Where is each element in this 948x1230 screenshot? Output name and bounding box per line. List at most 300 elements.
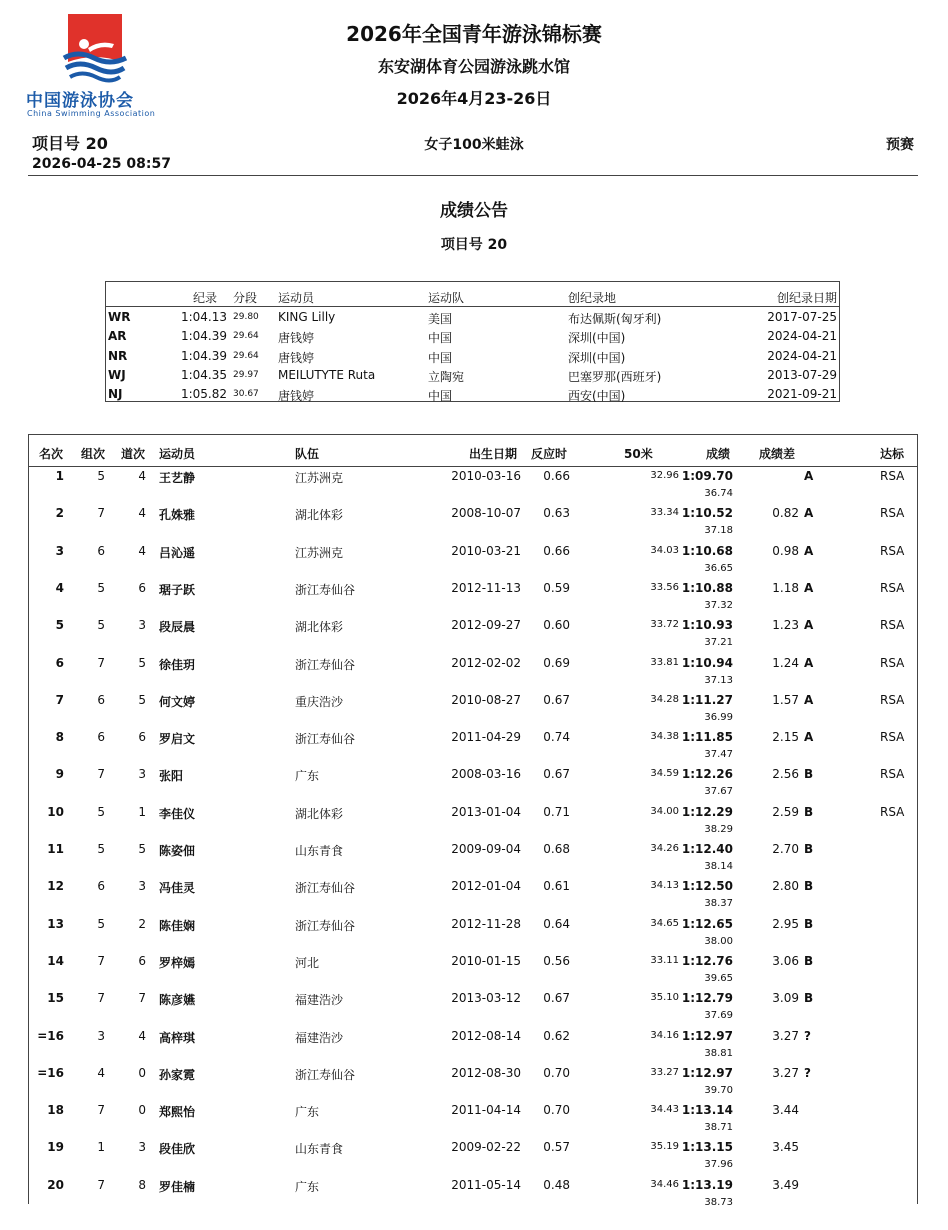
result-time: 1:12.97 [681, 1028, 733, 1043]
record-code: AR [108, 329, 127, 344]
result-split-second: 37.69 [704, 1010, 733, 1022]
result-lane: 5 [138, 842, 146, 856]
result-standard: RSA [880, 618, 905, 633]
result-rank: =16 [37, 1028, 64, 1043]
result-team: 浙江寿仙谷 [295, 732, 356, 747]
result-dob: 2008-03-16 [451, 767, 521, 782]
result-time: 1:12.79 [681, 991, 733, 1006]
result-rank: 18 [47, 1103, 64, 1118]
result-team: 山东青食 [295, 1142, 344, 1157]
result-reaction: 0.57 [543, 1140, 570, 1155]
records-header-date: 创纪录日期 [776, 291, 837, 305]
record-team: 立陶宛 [428, 369, 465, 384]
record-athlete: KING Lilly [278, 310, 336, 324]
result-heat: 6 [97, 692, 105, 707]
result-rank: 1 [55, 469, 64, 483]
result-grade: B [804, 767, 814, 782]
result-reaction: 0.59 [543, 580, 570, 595]
result-heat: 7 [97, 767, 105, 782]
round-label: 预赛 [886, 137, 914, 153]
result-dob: 2012-11-13 [451, 580, 521, 595]
result-split-50: 34.38 [650, 731, 679, 743]
result-reaction: 0.63 [543, 506, 570, 521]
result-athlete: 冯佳灵 [159, 881, 196, 896]
event-number: 项目号 20 [32, 134, 108, 153]
record-date: 2021-09-21 [767, 387, 837, 402]
result-time: 1:12.76 [681, 953, 733, 968]
result-standard: RSA [880, 506, 905, 521]
result-lane: 2 [138, 916, 146, 931]
result-standard: RSA [880, 730, 905, 745]
results-header-team: 队伍 [295, 447, 320, 461]
result-heat: 4 [97, 1065, 105, 1080]
records-header-athlete: 运动员 [278, 291, 315, 305]
result-split-second: 38.37 [704, 898, 733, 910]
result-grade: A [804, 730, 814, 745]
result-standard: RSA [880, 692, 905, 707]
result-lane: 5 [138, 692, 146, 707]
result-heat: 7 [97, 506, 105, 521]
result-reaction: 0.67 [543, 692, 570, 707]
result-lane: 7 [138, 991, 146, 1006]
record-time: 1:04.39 [180, 329, 227, 344]
result-team: 山东青食 [295, 844, 344, 858]
result-athlete: 罗佳楠 [159, 1179, 196, 1194]
record-place: 西安(中国) [568, 389, 626, 404]
result-team: 广东 [295, 1179, 320, 1194]
result-dob: 2010-03-21 [451, 543, 521, 558]
result-split-50: 34.26 [650, 843, 679, 854]
record-time: 1:05.82 [180, 387, 227, 402]
result-team: 河北 [295, 955, 320, 970]
result-diff: 3.45 [772, 1140, 799, 1155]
result-athlete: 高梓琪 [159, 1030, 196, 1045]
record-split: 29.97 [233, 369, 259, 380]
result-split-50: 34.65 [650, 917, 679, 929]
result-team: 湖北体彩 [295, 508, 344, 523]
result-reaction: 0.67 [543, 991, 570, 1006]
result-lane: 4 [138, 506, 146, 521]
result-split-second: 37.21 [704, 637, 733, 649]
records-header-place: 创纪录地 [568, 291, 617, 305]
result-rank: 5 [55, 618, 64, 633]
result-athlete: 孔姝雅 [159, 508, 196, 523]
result-diff: 0.98 [772, 543, 799, 558]
result-grade: A [804, 692, 814, 707]
result-reaction: 0.68 [543, 842, 570, 856]
result-split-50: 33.56 [650, 581, 679, 593]
result-heat: 1 [97, 1140, 105, 1155]
result-split-second: 36.65 [704, 562, 733, 574]
result-dob: 2012-08-30 [451, 1065, 521, 1080]
results-header [29, 435, 917, 467]
record-row [106, 368, 839, 387]
result-diff: 0.82 [772, 506, 799, 521]
result-dob: 2010-01-15 [451, 953, 521, 968]
records-header-record: 纪录 [193, 291, 218, 305]
result-rank: 4 [55, 580, 64, 595]
result-diff: 3.49 [772, 1177, 799, 1192]
results-header-time: 成绩 [706, 447, 731, 461]
result-split-second: 36.74 [704, 488, 733, 499]
record-date: 2013-07-29 [767, 367, 837, 382]
result-athlete: 陈佳娴 [159, 918, 196, 933]
result-rank: 12 [47, 879, 64, 894]
record-date: 2024-04-21 [767, 348, 837, 363]
print-timestamp: 2026-04-25 08:57 [32, 156, 171, 172]
result-reaction: 0.61 [543, 879, 570, 894]
result-heat: 6 [97, 879, 105, 894]
record-athlete: 唐钱婷 [278, 350, 315, 365]
result-split-50: 34.43 [650, 1104, 679, 1116]
result-standard: RSA [880, 655, 905, 670]
result-time: 1:12.65 [681, 916, 733, 931]
result-diff: 3.27 [772, 1065, 799, 1080]
record-athlete: 唐钱婷 [278, 389, 315, 404]
result-time: 1:12.97 [681, 1065, 733, 1080]
record-time: 1:04.39 [180, 348, 227, 363]
records-header-divider [106, 306, 839, 307]
record-code: NR [108, 348, 128, 363]
result-grade: B [804, 842, 814, 856]
result-time: 1:12.50 [681, 879, 733, 894]
result-heat: 7 [97, 953, 105, 968]
result-heat: 5 [97, 842, 105, 856]
result-split-50: 35.19 [650, 1141, 679, 1153]
result-dob: 2012-01-04 [451, 879, 521, 894]
result-rank: 9 [55, 767, 64, 782]
result-athlete: 段辰晨 [159, 620, 196, 635]
result-rank: 6 [55, 655, 64, 670]
result-time: 1:10.52 [681, 506, 733, 521]
result-rank: 14 [47, 953, 64, 968]
result-split-second: 36.99 [704, 711, 733, 723]
results-header-heat: 组次 [81, 447, 106, 461]
result-time: 1:10.94 [681, 655, 733, 670]
result-reaction: 0.66 [543, 543, 570, 558]
result-lane: 4 [138, 469, 146, 483]
result-athlete: 李佳仪 [159, 806, 196, 821]
header-divider [28, 175, 918, 176]
result-standard: RSA [880, 580, 905, 595]
result-team: 福建浩沙 [295, 993, 344, 1008]
result-diff: 1.18 [772, 580, 799, 595]
results-header-rt: 反应时 [531, 447, 568, 461]
result-athlete: 罗启文 [159, 732, 196, 747]
result-heat: 5 [97, 916, 105, 931]
result-reaction: 0.70 [543, 1065, 570, 1080]
result-split-50: 33.27 [650, 1066, 679, 1078]
result-split-50: 33.34 [650, 507, 679, 519]
results-header-std: 达标 [880, 447, 905, 461]
result-time: 1:13.15 [681, 1140, 733, 1155]
result-time: 1:10.88 [681, 580, 733, 595]
result-lane: 4 [138, 543, 146, 558]
results-header-athlete: 运动员 [159, 447, 196, 461]
result-split-second: 38.14 [704, 861, 733, 872]
result-dob: 2011-04-14 [451, 1103, 521, 1118]
result-team: 浙江寿仙谷 [295, 1067, 356, 1082]
result-dob: 2013-01-04 [451, 804, 521, 819]
result-diff: 3.27 [772, 1028, 799, 1043]
result-team: 重庆浩沙 [295, 694, 344, 709]
result-dob: 2010-03-16 [451, 469, 521, 483]
result-split-second: 38.81 [704, 1047, 733, 1059]
results-header-dob: 出生日期 [469, 447, 518, 461]
result-team: 浙江寿仙谷 [295, 881, 356, 896]
result-lane: 6 [138, 580, 146, 595]
record-athlete: MEILUTYTE Ruta [278, 367, 376, 382]
result-row [29, 544, 917, 581]
result-lane: 8 [138, 1177, 146, 1192]
result-standard: RSA [880, 767, 905, 782]
record-team: 中国 [428, 331, 453, 346]
result-reaction: 0.66 [543, 469, 570, 483]
result-dob: 2009-09-04 [451, 842, 521, 856]
result-time: 1:12.40 [681, 842, 733, 856]
result-row [29, 618, 917, 655]
result-row [29, 1140, 917, 1177]
result-time: 1:12.26 [681, 767, 733, 782]
result-split-50: 34.16 [650, 1029, 679, 1041]
result-grade: B [804, 916, 814, 931]
result-athlete: 吕沁遥 [159, 545, 196, 560]
result-athlete: 陈姿佃 [159, 844, 196, 858]
result-athlete: 王艺静 [159, 471, 196, 485]
result-row [29, 879, 917, 916]
results-header-split: 50米 [624, 447, 653, 461]
result-row [29, 805, 917, 842]
result-row [29, 954, 917, 991]
result-team: 广东 [295, 1105, 320, 1120]
result-split-second: 38.00 [704, 935, 733, 947]
result-rank: 8 [55, 730, 64, 745]
result-athlete: 罗梓嫣 [159, 955, 196, 970]
result-split-50: 35.10 [650, 992, 679, 1004]
result-time: 1:12.29 [681, 804, 733, 819]
result-team: 广东 [295, 769, 320, 784]
result-row [29, 1103, 917, 1140]
result-rank: 3 [55, 543, 64, 558]
result-split-second: 37.18 [704, 525, 733, 537]
result-time: 1:09.70 [681, 469, 733, 483]
result-diff: 1.24 [772, 655, 799, 670]
result-row [29, 991, 917, 1028]
result-lane: 0 [138, 1065, 146, 1080]
result-athlete: 陈彦嬿 [159, 993, 196, 1008]
event-name: 女子100米蛙泳 [424, 137, 524, 153]
result-row [29, 917, 917, 954]
result-athlete: 郑熙怡 [159, 1105, 196, 1120]
result-dob: 2010-08-27 [451, 692, 521, 707]
result-team: 江苏洲克 [295, 471, 344, 485]
record-time: 1:04.35 [180, 367, 227, 382]
result-standard: RSA [880, 469, 905, 483]
result-dob: 2008-10-07 [451, 506, 521, 521]
result-diff: 2.56 [772, 767, 799, 782]
result-heat: 5 [97, 469, 105, 483]
result-split-50: 34.13 [650, 880, 679, 892]
result-heat: 7 [97, 991, 105, 1006]
result-grade: A [804, 655, 814, 670]
record-split: 29.64 [233, 350, 259, 361]
result-team: 江苏洲克 [295, 545, 344, 560]
result-split-second: 38.71 [704, 1122, 733, 1134]
result-dob: 2013-03-12 [451, 991, 521, 1006]
result-team: 浙江寿仙谷 [295, 657, 356, 672]
result-athlete: 琚子跃 [159, 582, 196, 597]
result-row [29, 1178, 917, 1215]
result-lane: 3 [138, 1140, 146, 1155]
result-reaction: 0.48 [543, 1177, 570, 1192]
logo-cn-text: 中国游泳协会 [26, 91, 134, 111]
result-team: 湖北体彩 [295, 806, 344, 821]
record-date: 2024-04-21 [767, 329, 837, 344]
result-split-50: 34.00 [650, 805, 679, 817]
result-dob: 2012-09-27 [451, 618, 521, 633]
result-time: 1:11.27 [681, 692, 733, 707]
result-time: 1:10.68 [681, 543, 733, 558]
result-heat: 5 [97, 618, 105, 633]
result-heat: 7 [97, 1103, 105, 1118]
result-row [29, 842, 917, 879]
result-grade: B [804, 953, 814, 968]
record-row [106, 387, 839, 406]
record-code: NJ [108, 387, 123, 402]
result-diff: 2.59 [772, 804, 799, 819]
result-split-50: 34.28 [650, 693, 679, 705]
result-diff: 1.57 [772, 692, 799, 707]
results-table [28, 434, 918, 1208]
result-rank: 11 [47, 842, 64, 856]
record-split: 29.80 [233, 312, 259, 322]
result-reaction: 0.74 [543, 730, 570, 745]
venue-name: 东安湖体育公园游泳跳水馆 [377, 57, 570, 76]
record-split: 29.64 [233, 331, 259, 342]
record-team: 美国 [428, 312, 453, 326]
result-team: 浙江寿仙谷 [295, 582, 356, 597]
result-grade: A [804, 469, 814, 483]
result-reaction: 0.60 [543, 618, 570, 633]
record-team: 中国 [428, 389, 453, 404]
result-diff: 3.09 [772, 991, 799, 1006]
result-time: 1:13.14 [681, 1103, 733, 1118]
record-split: 30.67 [233, 389, 259, 400]
result-split-second: 37.32 [704, 599, 733, 611]
result-diff: 2.15 [772, 730, 799, 745]
result-grade: ? [804, 1065, 811, 1080]
result-rank: 19 [47, 1140, 64, 1155]
result-row [29, 767, 917, 804]
result-lane: 3 [138, 879, 146, 894]
result-grade: A [804, 580, 814, 595]
result-diff: 2.70 [772, 842, 799, 856]
result-heat: 5 [97, 580, 105, 595]
record-place: 深圳(中国) [568, 331, 626, 346]
result-standard: RSA [880, 543, 905, 558]
result-time: 1:11.85 [681, 730, 733, 745]
result-athlete: 张阳 [159, 769, 184, 784]
result-reaction: 0.67 [543, 767, 570, 782]
result-reaction: 0.70 [543, 1103, 570, 1118]
result-grade: A [804, 618, 814, 633]
result-team: 湖北体彩 [295, 620, 344, 635]
result-heat: 3 [97, 1028, 105, 1043]
result-diff: 2.95 [772, 916, 799, 931]
record-row [106, 349, 839, 368]
result-reaction: 0.69 [543, 655, 570, 670]
section-event-number: 项目号 20 [440, 237, 508, 253]
result-row [29, 1029, 917, 1066]
result-lane: 6 [138, 730, 146, 745]
result-lane: 6 [138, 953, 146, 968]
result-rank: 2 [55, 506, 64, 521]
result-split-50: 33.11 [650, 954, 679, 966]
result-grade: A [804, 506, 814, 521]
result-grade: B [804, 879, 814, 894]
result-heat: 6 [97, 543, 105, 558]
result-split-50: 33.81 [650, 656, 679, 668]
result-split-second: 38.73 [704, 1196, 733, 1208]
result-heat: 5 [97, 804, 105, 819]
result-heat: 7 [97, 655, 105, 670]
result-team: 福建浩沙 [295, 1030, 344, 1045]
result-split-50: 34.03 [650, 544, 679, 556]
records-header-team: 运动队 [428, 291, 465, 305]
result-split-second: 38.29 [704, 823, 733, 835]
result-heat: 7 [97, 1177, 105, 1192]
result-split-50: 34.46 [650, 1178, 679, 1190]
result-diff: 2.80 [772, 879, 799, 894]
result-split-50: 34.59 [650, 768, 679, 780]
result-reaction: 0.62 [543, 1028, 570, 1043]
result-grade: ? [804, 1028, 811, 1043]
result-row [29, 656, 917, 693]
result-time: 1:13.19 [681, 1177, 733, 1192]
record-time: 1:04.13 [180, 310, 227, 324]
result-diff: 3.44 [772, 1103, 799, 1118]
record-code: WR [108, 310, 131, 324]
result-lane: 4 [138, 1028, 146, 1043]
result-time: 1:10.93 [681, 618, 733, 633]
result-grade: B [804, 991, 814, 1006]
results-header-diff: 成绩差 [759, 447, 796, 461]
results-header-rank: 名次 [39, 447, 64, 461]
result-diff: 3.06 [772, 953, 799, 968]
result-row [29, 506, 917, 543]
result-lane: 3 [138, 767, 146, 782]
section-title: 成绩公告 [440, 201, 508, 221]
result-athlete: 孙家霓 [159, 1067, 196, 1082]
result-split-second: 39.70 [704, 1084, 733, 1096]
result-row [29, 469, 917, 506]
result-athlete: 段佳欣 [159, 1142, 196, 1157]
result-dob: 2012-11-28 [451, 916, 521, 931]
result-row [29, 730, 917, 767]
results-header-lane: 道次 [121, 447, 146, 461]
result-split-second: 37.96 [704, 1159, 733, 1171]
result-reaction: 0.64 [543, 916, 570, 931]
records-table [105, 281, 840, 402]
result-lane: 1 [138, 804, 146, 819]
result-split-second: 37.13 [704, 674, 733, 686]
result-reaction: 0.71 [543, 804, 570, 819]
record-place: 布达佩斯(匈牙利) [568, 312, 662, 326]
result-split-second: 37.47 [704, 749, 733, 761]
record-team: 中国 [428, 350, 453, 365]
result-lane: 3 [138, 618, 146, 633]
record-date: 2017-07-25 [767, 310, 837, 324]
